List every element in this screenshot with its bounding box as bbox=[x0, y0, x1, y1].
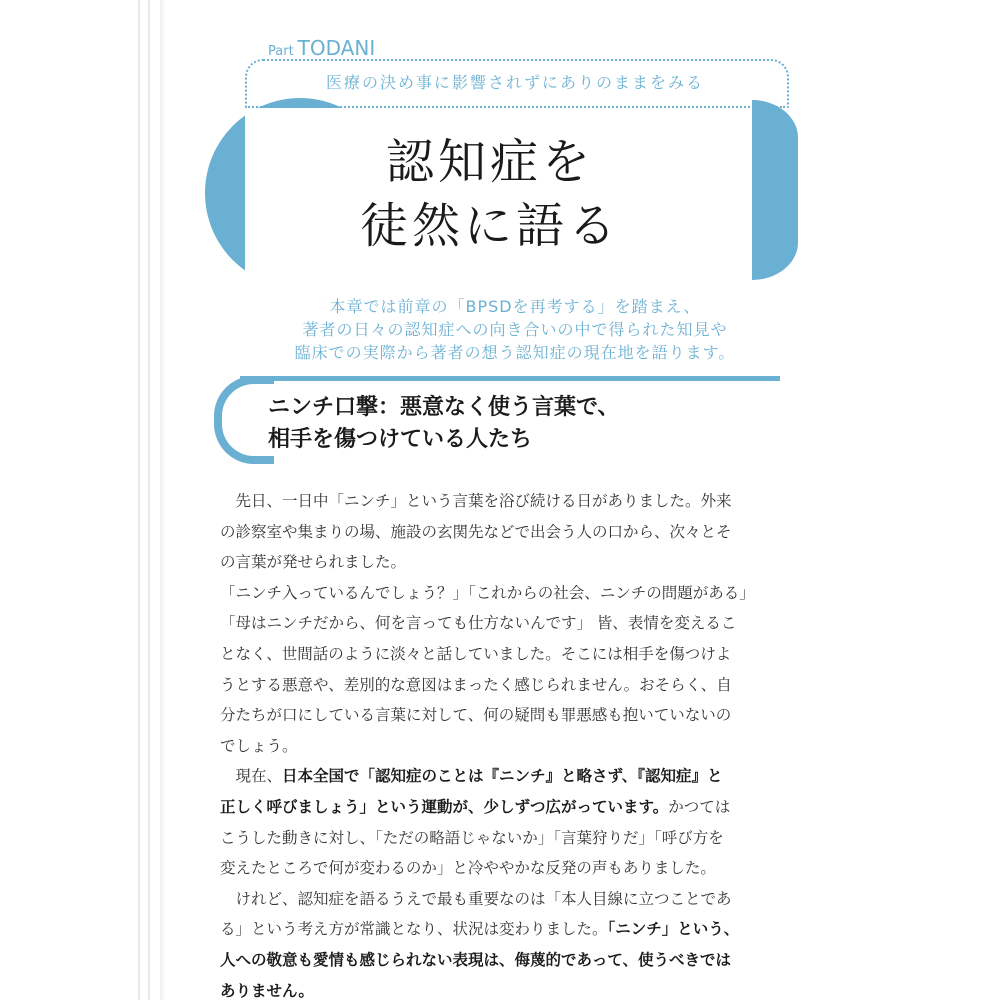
body-line: こうした動きに対し、「ただの略語じゃないか」「言葉狩りだ」「呼び方を bbox=[220, 823, 780, 854]
part-name: TODANI bbox=[298, 36, 376, 60]
body-line-text: かつては bbox=[668, 798, 730, 816]
body-line: 「ニンチ入っているんでしょう？」「これからの社会、ニンチの問題がある」 bbox=[220, 578, 780, 609]
body-line-text: る」という考え方が常識となり、状況は変わりました。 bbox=[220, 920, 608, 938]
body-line: 「母はニンチだから、何を言っても仕方ないんです」 皆、表情を変えるこ bbox=[220, 608, 780, 639]
body-line bbox=[220, 945, 780, 976]
page-edge-line-2 bbox=[148, 0, 150, 1000]
section-heading-line-2: 相手を傷つけている人たち bbox=[268, 424, 778, 456]
body-line: の診察室や集まりの場、施設の玄関先などで出会う人の口から、次々とそ bbox=[220, 517, 780, 548]
chapter-intro bbox=[245, 295, 785, 364]
chapter-prefix: 第 bbox=[254, 130, 269, 151]
chapter-subtitle: 医療の決め事に影響されずにありのままをみる bbox=[245, 70, 785, 93]
intro-line-1: 本章では前章の「BPSDを再考する」を踏まえ、 bbox=[245, 295, 785, 318]
chapter-title-line-1: 認知症を bbox=[280, 130, 700, 194]
body-emphasis: ありません。 bbox=[220, 982, 314, 1000]
body-emphasis: 人への敬意も愛情も感じられない表現は、侮蔑的であって、使うべきでは bbox=[220, 951, 731, 969]
body-line: 分たちが口にしている言葉に対して、何の疑問も罪悪感も抱いていないの bbox=[220, 700, 780, 731]
body-line: 変えたところで何が変わるのか」と冷ややかな反発の声もありました。 bbox=[220, 853, 780, 884]
body-line: でしょう。 bbox=[220, 731, 780, 762]
body-line-text: 先日、一日中「ニンチ」という言葉を浴び続ける日がありました。外来 bbox=[236, 492, 732, 510]
chapter-suffix: 章 bbox=[294, 130, 309, 151]
body-line bbox=[220, 761, 780, 792]
body-line-text: けれど、認知症を語るうえで最も重要なのは「本人目線に立つことであ bbox=[236, 890, 732, 908]
body-line bbox=[220, 976, 780, 1006]
body-line: となく、世間話のように淡々と話していました。そこには相手を傷つけよ bbox=[220, 639, 780, 670]
body-emphasis: 日本全国で「認知症のことは『ニンチ』と略さず、『認知症』と bbox=[282, 767, 723, 785]
body-line bbox=[220, 792, 780, 823]
intro-line-3: 臨床での実際から著者の想う認知症の現在地を語ります。 bbox=[245, 341, 785, 364]
part-label bbox=[268, 36, 375, 60]
body-line bbox=[220, 884, 780, 915]
page-edge-shadow bbox=[160, 0, 166, 1000]
body-emphasis: 正しく呼びましょう」という運動が、少しずつ広がっています。 bbox=[220, 798, 668, 816]
intro-line-2: 著者の日々の認知症への向き合いの中で得られた知見や bbox=[245, 318, 785, 341]
body-line: の言葉が発せられました。 bbox=[220, 547, 780, 578]
chapter-accent-right bbox=[752, 100, 798, 280]
chapter-title bbox=[280, 130, 700, 258]
section-heading-line-1: ニンチ口撃：悪意なく使う言葉で、 bbox=[268, 392, 778, 424]
chapter-title-line-2: 徒然に語る bbox=[280, 194, 700, 258]
body-line: うとする悪意や、差別的な意図はまったく感じられません。おそらく、自 bbox=[220, 670, 780, 701]
page-edge-line-1 bbox=[138, 0, 140, 1000]
section-heading bbox=[268, 392, 778, 456]
body-line bbox=[220, 486, 780, 517]
body-line-text: 現在、 bbox=[236, 767, 283, 785]
section-heading-rule bbox=[240, 376, 780, 381]
body-emphasis: 「ニンチ」という、 bbox=[608, 920, 740, 938]
body-line bbox=[220, 914, 780, 945]
body-text bbox=[220, 486, 780, 1006]
part-small: Part bbox=[268, 44, 294, 59]
chapter-number: 2 bbox=[273, 124, 290, 152]
section-heading-arc bbox=[214, 376, 274, 464]
